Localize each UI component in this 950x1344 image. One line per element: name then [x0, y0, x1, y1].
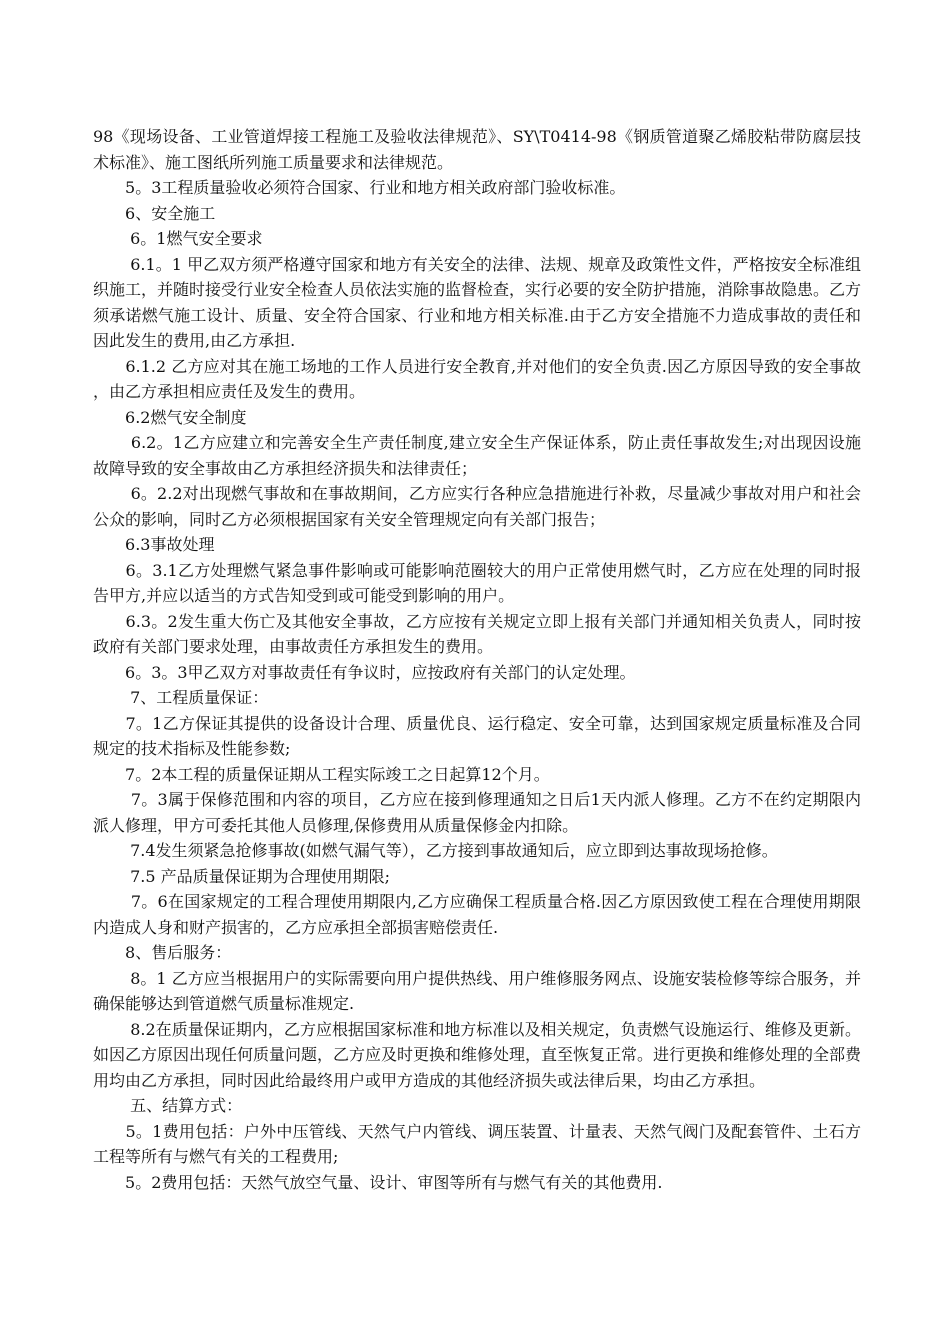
paragraph — [93, 889, 861, 940]
section-heading — [93, 940, 861, 966]
paragraph-indent — [93, 1096, 130, 1115]
paragraph-indent — [93, 535, 125, 554]
paragraph-indent — [93, 867, 130, 886]
paragraph-text: 8、售后服务： — [125, 943, 232, 962]
subsection-heading — [93, 532, 861, 558]
paragraph — [93, 1170, 861, 1196]
paragraph-indent — [93, 765, 125, 784]
paragraph-text: 7。6在国家规定的工程合理使用期限内,乙方应确保工程质量合格.因乙方原因致使工程在合理使用期限内造成人身和财产损害的，乙方应承担全部损害赔偿责任. — [93, 892, 861, 937]
paragraph-text: 6.2。1乙方应建立和完善安全生产责任制度,建立安全生产保证体系，防止责任事故发生;对出现因设施故障导致的安全事故由乙方承担经济损失和法律责任； — [93, 433, 861, 478]
paragraph-indent — [93, 790, 131, 809]
paragraph — [93, 864, 861, 890]
paragraph-text: 6.3事故处理 — [125, 535, 215, 554]
paragraph-indent — [93, 408, 125, 427]
paragraph-indent — [93, 714, 126, 733]
paragraph-indent — [93, 663, 125, 682]
paragraph — [93, 1119, 861, 1170]
section-heading — [93, 685, 861, 711]
section-heading — [93, 1093, 861, 1119]
paragraph-indent — [93, 612, 126, 631]
paragraph-indent — [93, 1122, 126, 1141]
paragraph-indent — [93, 892, 131, 911]
paragraph — [93, 558, 861, 609]
paragraph — [93, 175, 861, 201]
paragraph-indent — [93, 841, 130, 860]
paragraph-text: 7。2本工程的质量保证期从工程实际竣工之日起算12个月。 — [125, 764, 550, 784]
paragraph-indent — [93, 688, 130, 707]
paragraph — [93, 966, 861, 1017]
paragraph-indent — [93, 484, 131, 503]
paragraph-indent — [93, 229, 130, 248]
paragraph-indent — [93, 561, 126, 580]
paragraph — [93, 1017, 861, 1094]
paragraph — [93, 481, 861, 532]
paragraph-text: 6。2.2对出现燃气事故和在事故期间，乙方应实行各种应急措施进行补救，尽量减少事故对用户和社会公众的影响，同时乙方必须根据国家有关安全管理规定向有关部门报告； — [93, 484, 861, 529]
paragraph-indent — [93, 969, 130, 988]
paragraph-text: 7、工程质量保证： — [130, 688, 269, 707]
paragraph-text: 6.3。2发生重大伤亡及其他安全事故，乙方应按有关规定立即上报有关部门并通知相关负责人，同时按政府有关部门要求处理，由事故责任方承担发生的费用。 — [93, 611, 861, 656]
paragraph-indent — [93, 255, 130, 274]
paragraph-text: 7。3属于保修范围和内容的项目，乙方应在接到修理通知之日后1天内派人修理。乙方不在约定期限内派人修理，甲方可委托其他人员修理,保修费用从质量保修金内扣除。 — [93, 790, 861, 835]
paragraph-indent — [93, 943, 125, 962]
paragraph-text: 7.5 产品质量保证期为合理使用期限; — [130, 866, 391, 886]
paragraph-indent — [93, 1173, 125, 1192]
paragraph-text: 6。1燃气安全要求 — [130, 229, 263, 248]
paragraph-text: 6。3.1乙方处理燃气紧急事件影响或可能影响范圈较大的用户正常使用燃气时，乙方应在处理的同时报告甲方,并应以适当的方式告知受到或可能受到影响的用户。 — [93, 560, 861, 605]
subsection-heading — [93, 226, 861, 252]
section-heading — [93, 201, 861, 227]
subsection-heading — [93, 405, 861, 431]
paragraph-text: 5。1费用包括：户外中压管线、天然气户内管线、调压装置、计量表、天然气阀门及配套管件、土石方工程等所有与燃气有关的工程费用; — [93, 1121, 861, 1166]
paragraph-indent — [93, 204, 125, 223]
paragraph-text: 5。2费用包括：天然气放空气量、设计、审图等所有与燃气有关的其他费用. — [125, 1172, 663, 1192]
paragraph-indent — [93, 178, 125, 197]
paragraph-text: 8.2在质量保证期内，乙方应根据国家标准和地方标准以及相关规定，负责燃气设施运行、维修及更新。如因乙方原因出现任何质量问题，乙方应及时更换和维修处理，直至恢复正常。进行更换和维修处理的全部费用均由乙方承担，同时因此给最终用户或甲方造成的其他经济损失或法律后果，均由乙方承担。 — [93, 1019, 862, 1090]
paragraph — [93, 430, 861, 481]
paragraph — [93, 787, 861, 838]
paragraph-text: 6。3。3甲乙双方对事故责任有争议时，应按政府有关部门的认定处理。 — [125, 662, 636, 682]
paragraph-text: 98《现场设备、工业管道焊接工程施工及验收法律规范》、SY\T0414-98《钢质管道聚乙烯胶粘带防腐层技术标准》、施工图纸所列施工质量要求和法律规范。 — [93, 127, 861, 172]
paragraph-indent — [93, 357, 125, 376]
paragraph — [93, 609, 861, 660]
paragraph-text: 6.2燃气安全制度 — [125, 407, 247, 427]
paragraph-text: 五、结算方式： — [130, 1096, 243, 1115]
paragraph-text: 6、安全施工 — [125, 203, 216, 223]
document-page — [93, 124, 861, 1195]
paragraph-text: 5。3工程质量验收必须符合国家、行业和地方相关政府部门验收标准。 — [125, 178, 626, 197]
paragraph — [93, 660, 861, 686]
paragraph-indent — [93, 433, 131, 452]
paragraph-indent — [93, 1020, 130, 1039]
paragraph-text: 6.1。1 甲乙双方须严格遵守国家和地方有关安全的法律、法规、规章及政策性文件，严格按安全标准组织施工，并随时接受行业安全检查人员依法实施的监督检查，实行必要的安全防护措施，消除事故隐患。乙方须承诺燃气施工设计、质量、安全符合国家、行业和地方相关标准.由于乙方安全措施不力造成事故的责任和因此发生的费用,由乙方承担. — [93, 254, 862, 350]
paragraph-text: 7。1乙方保证其提供的设备设计合理、质量优良、运行稳定、安全可靠，达到国家规定质量标准及合同规定的技术指标及性能参数; — [93, 713, 861, 758]
paragraph-text: 6.1.2 乙方应对其在施工场地的工作人员进行安全教育,并对他们的安全负责.因乙方原因导致的安全事故，由乙方承担相应责任及发生的费用。 — [93, 356, 861, 401]
paragraph — [93, 838, 861, 864]
paragraph — [93, 711, 861, 762]
paragraph-text: 8。1 乙方应当根据用户的实际需要向用户提供热线、用户维修服务网点、设施安装检修等综合服务，并确保能够达到管道燃气质量标准规定. — [93, 968, 861, 1013]
paragraph — [93, 124, 861, 175]
paragraph — [93, 252, 861, 354]
paragraph — [93, 354, 861, 405]
paragraph — [93, 762, 861, 788]
paragraph-text: 7.4发生须紧急抢修事故(如燃气漏气等），乙方接到事故通知后，应立即到达事故现场抢修。 — [130, 841, 778, 860]
